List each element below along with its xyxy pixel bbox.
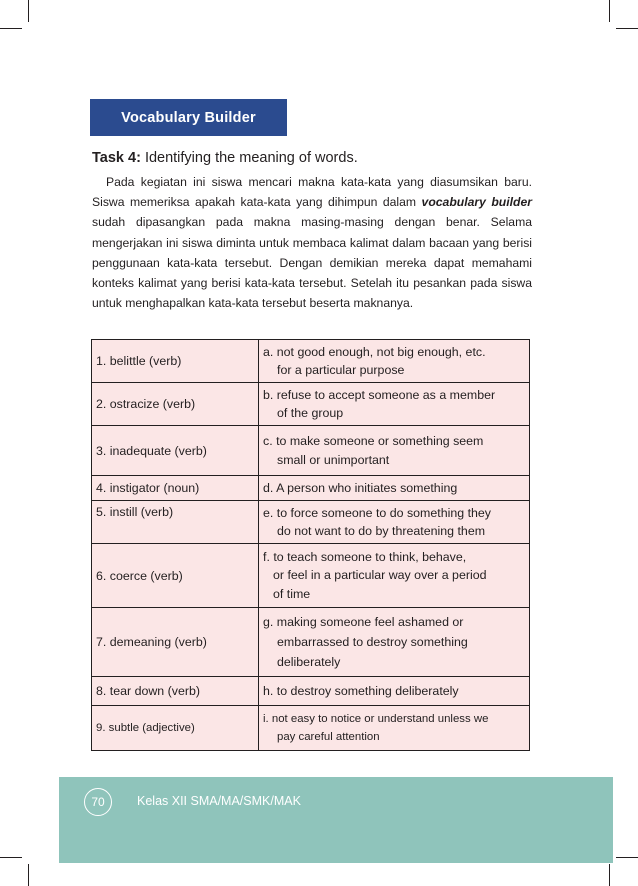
table-row	[92, 501, 530, 544]
definition-cell	[259, 544, 530, 608]
table-row	[92, 706, 530, 751]
section-title-badge	[90, 99, 287, 136]
definition-line: e. to force someone to do something they	[263, 505, 491, 520]
definition-cell	[259, 476, 530, 501]
definition-cell	[259, 383, 530, 426]
crop-mark	[0, 28, 22, 29]
crop-mark	[28, 0, 29, 22]
crop-mark	[616, 28, 638, 29]
definition-line: g. making someone feel ashamed or	[263, 615, 464, 629]
table-row	[92, 544, 530, 608]
instruction-paragraph	[92, 172, 532, 313]
definition-line: do not want to do by threatening them	[277, 524, 486, 538]
definition-line: f. to teach someone to think, behave,	[263, 549, 467, 564]
definition-line: a. not good enough, not big enough, etc.	[263, 344, 486, 359]
definition-line: embarrassed to destroy something	[277, 635, 468, 649]
crop-mark	[28, 864, 29, 886]
term-cell: 4. instigator (noun)	[92, 476, 259, 501]
paragraph-part-2: sudah dipasangkan pada makna masing-masing dengan benar. Selama mengerjakan ini siswa diminta untuk membaca kalimat dalam bacaan yang berisi penggunaan kata-kata tersebut. Dengan demikian mereka dapat memahami konteks kalimat yang berisi kata-kata tersebut. Setelah itu pesankan pada siswa untuk menghapalkan kata-kata tersebut beserta maknanya.	[92, 215, 532, 311]
definition-line: c. to make someone or something seem	[263, 434, 484, 448]
term-cell: 6. coerce (verb)	[92, 544, 259, 608]
definition-line: i. not easy to notice or understand unless we	[263, 712, 489, 725]
definition-cell	[259, 706, 530, 751]
definition-line: for a particular purpose	[277, 363, 405, 377]
table-row	[92, 340, 530, 383]
paragraph-emphasis: vocabulary builder	[421, 195, 532, 210]
definition-cell	[259, 608, 530, 677]
definition-line: or feel in a particular way over a period	[273, 568, 487, 583]
term-cell: 5. instill (verb)	[92, 501, 259, 544]
task-title-text: Identifying the meaning of words.	[144, 150, 358, 166]
term-cell: 1. belittle (verb)	[92, 340, 259, 383]
definition-line: b. refuse to accept someone as a member	[263, 387, 496, 402]
crop-mark	[609, 0, 610, 22]
section-title: Vocabulary Builder	[121, 109, 256, 126]
term-cell: 3. inadequate (verb)	[92, 426, 259, 476]
definition-line: small or unimportant	[277, 452, 390, 467]
term-cell: 9. subtle (adjective)	[92, 706, 259, 751]
page-number-badge	[84, 788, 112, 816]
table-row	[92, 677, 530, 706]
definition-line: of time	[273, 586, 311, 601]
term-cell: 2. ostracize (verb)	[92, 383, 259, 426]
table-row	[92, 383, 530, 426]
paragraph-part-1: Pada kegiatan ini siswa mencari makna kata-kata yang diasumsikan baru. Siswa memeriksa apakah kata-kata yang dihimpun dalam	[92, 175, 532, 210]
definition-line: deliberately	[277, 655, 341, 669]
definition-cell	[259, 340, 530, 383]
definition-cell	[259, 501, 530, 544]
crop-mark	[0, 857, 22, 858]
footer-band	[59, 777, 613, 863]
footer-text: Kelas XII SMA/MA/SMK/MAK	[137, 794, 301, 808]
table-row	[92, 608, 530, 677]
task-heading	[92, 150, 358, 166]
crop-mark	[609, 864, 610, 886]
vocabulary-table	[91, 339, 530, 751]
definition-cell	[259, 426, 530, 476]
table-row	[92, 476, 530, 501]
definition-line: d. A person who initiates something	[263, 480, 458, 495]
crop-mark	[616, 857, 638, 858]
term-cell: 7. demeaning (verb)	[92, 608, 259, 677]
task-label: Task 4:	[92, 150, 141, 166]
definition-line: pay careful attention	[277, 731, 380, 743]
definition-line: of the group	[277, 406, 344, 420]
page-number: 70	[91, 795, 105, 809]
table-row	[92, 426, 530, 476]
definition-line: h. to destroy something deliberately	[263, 683, 459, 698]
definition-cell	[259, 677, 530, 706]
term-cell: 8. tear down (verb)	[92, 677, 259, 706]
